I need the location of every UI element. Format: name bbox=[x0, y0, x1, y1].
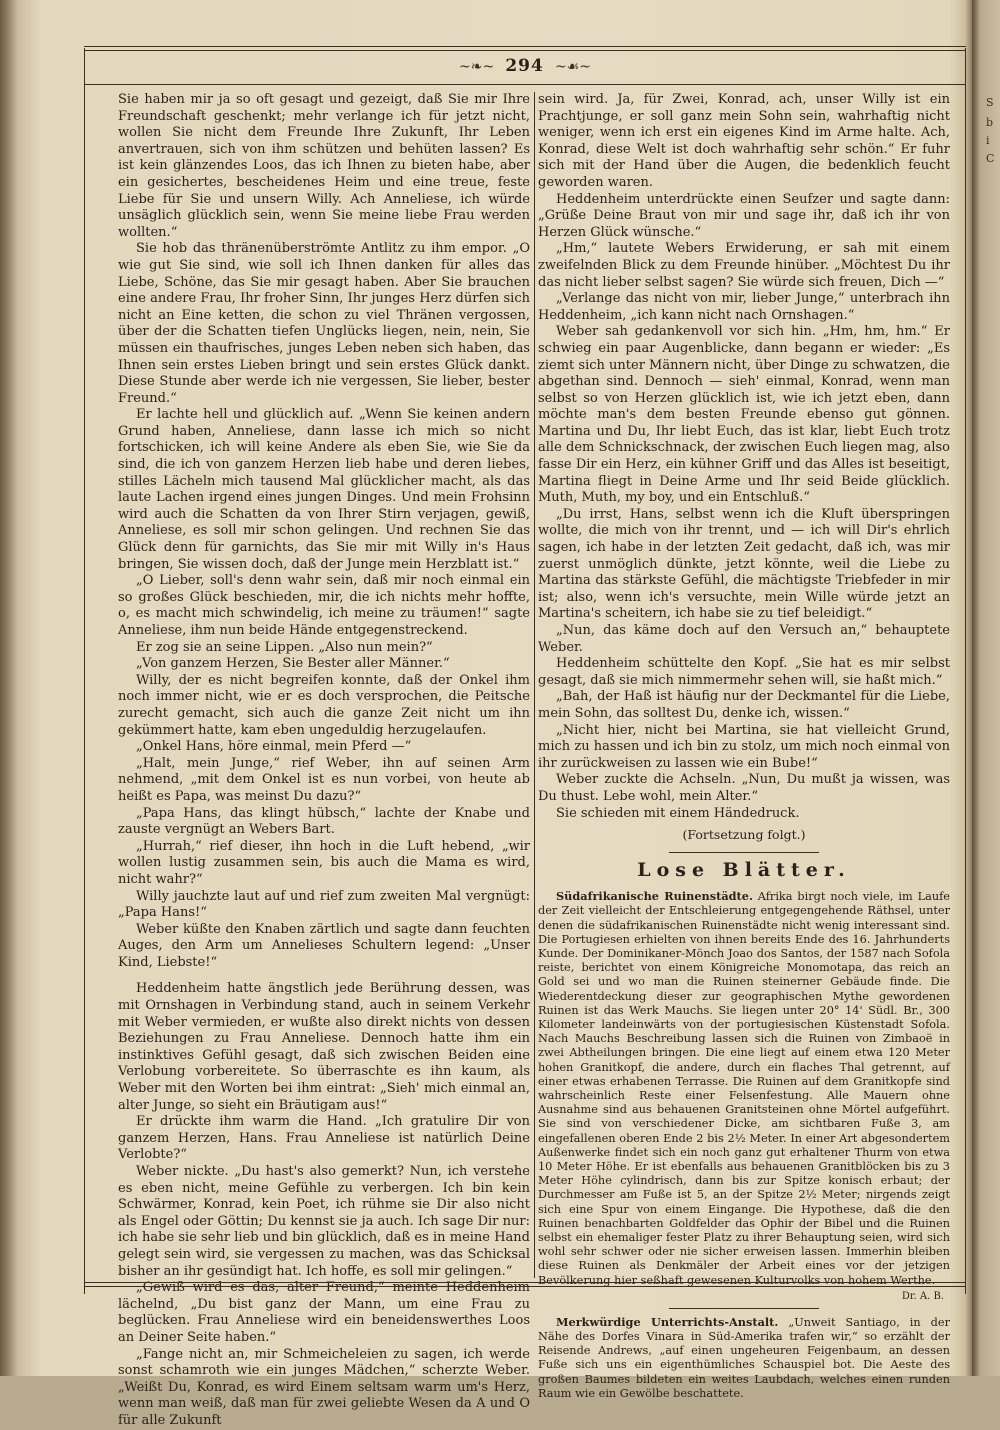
paragraph: „Du irrst, Hans, selbst wenn ich die Kluft überspringen wollte, die mich von ihr trennt, und — ich will Dir's ehrlich sagen, ich habe in der letzten Zeit gedacht, daß ich, was mir zuerst unmöglich dünkte, jetzt könnte, weil die Liebe zu Martina das stärkste Gefühl, die mächtigste Triebfeder in mir ist; also, wenn ich's versuchte, mein Wille würde jetzt an Martina's scheitern, ich habe sie zu tief beleidigt.“ bbox=[538, 506, 950, 622]
paragraph: Heddenheim unterdrückte einen Seufzer und sagte dann: „Grüße Deine Braut von mir und sage ihr, daß ich ihr von Herzen Glück wünsche.“ bbox=[538, 191, 950, 240]
column-divider bbox=[534, 92, 535, 1278]
paragraph: Willy jauchzte laut auf und rief zum zweiten Mal vergnügt: „Papa Hans!“ bbox=[118, 888, 530, 921]
paragraph: „Fange nicht an, mir Schmeicheleien zu sagen, ich werde sonst schamroth wie ein junges Mädchen,“ scherzte Weber. „Weißt Du, Konrad, es wird Einem seltsam warm um's Herz, wenn man weiß, daß man für zwei geliebte Wesen da A und O für alle Zukunft bbox=[118, 1346, 530, 1428]
paragraph: „Verlange das nicht von mir, lieber Junge,“ unterbrach ihn Heddenheim, „ich kann nicht nach Ornshagen.“ bbox=[538, 291, 950, 323]
paragraph: Heddenheim hatte ängstlich jede Berührung dessen, was mit Ornshagen in Verbindung stand, auch in seinem Verkehr mit Weber vermieden, er wußte also direkt nichts von dessen Beziehungen zu Frau Anneliese. Dennoch hatte ihm ein instinktives Gefühl gesagt, daß sich zwischen Beiden eine Verlobung vorbereitete. So überraschte es ihn kaum, als Weber mit den Worten bei ihm eintrat: „Sieh' mich einmal an, alter Junge, so sieht ein Bräutigam aus!“ bbox=[118, 981, 530, 1113]
ornament-left-icon: ~❧~ bbox=[459, 59, 495, 75]
paragraph: Weber küßte den Knaben zärtlich und sagte dann feuchten Auges, den Arm um Annelieses Schultern legend: „Unser Kind, Liebste!“ bbox=[118, 921, 530, 970]
paragraph: „Von ganzem Herzen, Sie Bester aller Männer.“ bbox=[136, 656, 450, 672]
edge-letter: C bbox=[986, 152, 995, 165]
article-ruinenstaedte bbox=[538, 889, 950, 1401]
paragraph: Weber nickte. „Du hast's also gemerkt? Nun, ich verstehe es eben nicht, meine Gefühle zu verbergen. Ich bin kein Schwärmer, Konrad, kein Poet, ich rühme sie Dir also nicht als Engel oder Göttin; Du kennst sie ja auch. Ich sage Dir nur: ich habe sie sehr lieb und bin glücklich, daß es in meine Hand gelegt sein wird, sie vergessen zu machen, was das Schicksal bisher an ihr gesündigt hat. Ich hoffe, es soll mir gelingen.“ bbox=[118, 1164, 530, 1279]
article-text: Afrika birgt noch viele, im Laufe der Zeit vielleicht der Entschleierung entgegengehende Räthsel, unter denen die südafrikanischen Ruinenstädte nicht wenig interessant sind. Die Portugiesen erhielten von ihnen bereits Ende des 16. Jahrhunderts Kunde. Der Dominikaner-Mönch Joao dos Santos, der 1587 nach Sofola reiste, berichtet von einem Königreiche Monomotapa, das reich an Gold sei und wo man die Ruinen steinerner Gebäude finde. Die Wiederentdeckung dieser zur geographischen Mythe gewordenen Ruinen ist das Werk Mauchs. Sie liegen unter 20° 14' Südl. Br., 300 Kilometer landeinwärts von der portugiesischen Küstenstadt Sofola. Nach Mauchs Beschreibung lassen sich die Ruinen von Zimbaoë in zwei Abtheilungen bringen. Die eine liegt auf einem etwa 120 Meter hohen Granitkopf, die andere, durch ein flaches Thal getrennt, auf einer etwas erhabenen Terrasse. Die Ruinen auf dem Granitkopfe sind wahrscheinlich Reste einer Felsenfestung. Alle Mauern ohne Ausnahme sind aus behauenen Granitsteinen ohne Mörtel aufgeführt. Sie sind von verschiedener Dicke, am sichtbaren Fuße 3, am eingefallenen oberen Ende 2 bis 2½ Meter. In einer Art abgesondertem Außenwerke findet sich ein noch ganz gut erhaltener Thurm von etwa 10 Meter Höhe. Er ist ebenfalls aus behauenen Granitblöcken bis zu 3 Meter Höhe cylindrisch, dann bis zur Spitze konisch erbaut; der Durchmesser am Fuße ist 5, an der Spitze 2½ Meter; nirgends zeigt sich eine Spur von einem Eingange. Die Hypothese, daß die den Ruinen benachbarten Goldfelder das Ophir der Bibel und die Ruinen selbst ein ehemaliger fester Platz zu ihrer Behauptung seien, wird sich wohl sehr schwer oder nie sicher erweisen lassen. Immerhin bleiben diese Ruinen als Denkmäler der Arbeit eines vor der jetzigen Bevölkerung hier seßhaft gewesenen Kulturvolks von hohem Werthe. bbox=[538, 890, 950, 1287]
article-lead: Südafrikanische Ruinenstädte. bbox=[556, 889, 753, 904]
section-title: Lose Blätter. bbox=[637, 859, 851, 882]
bottom-border-inner bbox=[84, 1282, 966, 1283]
edge-letter: S bbox=[986, 96, 994, 109]
divider bbox=[669, 1308, 819, 1309]
paragraph: Sie hob das thränenüberströmte Antlitz zu ihm empor. „O wie gut Sie sind, wie soll ich Ihnen danken für alles das Liebe, Schöne, das Sie mir gesagt haben. Aber Sie brauchen eine andere Frau, Ihr froher Sinn, Ihr junges Herz dürfen sich nicht an Eine ketten, die schon zu viel Thränen vergossen, über der die Schatten tiefen Unglücks liegen, nein, nein, Sie müssen ein thaufrisches, junges Leben neben sich haben, das Ihnen sein erstes Lieben bringt und sein erstes Glück dankt. Diese Stunde aber werde ich nie vergessen, Sie lieber, bester Freund.“ bbox=[118, 241, 530, 406]
divider bbox=[669, 852, 819, 853]
paragraph: Heddenheim schüttelte den Kopf. „Sie hat es mir selbst gesagt, daß sie mich nimmermehr sehen will, sie haßt mich.“ bbox=[538, 656, 950, 688]
paragraph: Weber zuckte die Achseln. „Nun, Du mußt ja wissen, was Du thust. Lebe wohl, mein Alter.“ bbox=[538, 772, 950, 804]
ornament-right-icon: ~☙~ bbox=[554, 59, 591, 75]
continuation-note: (Fortsetzung folgt.) bbox=[682, 827, 806, 843]
left-column bbox=[118, 92, 530, 1430]
left-frame bbox=[84, 48, 85, 1294]
paragraph: „Nicht hier, nicht bei Martina, sie hat vielleicht Grund, mich zu hassen und ich bin zu stolz, um mich noch einmal von ihr zurückweisen zu lassen wie ein Bube!“ bbox=[538, 722, 950, 771]
newspaper-page bbox=[84, 40, 966, 1428]
paragraph: „Hm,“ lautete Webers Erwiderung, er sah mit einem zweifelnden Blick zu dem Freunde hinüber. „Möchtest Du ihr das nicht lieber selbst sagen? Sie würde sich freuen, Dich —“ bbox=[538, 241, 950, 290]
paragraph: „Gewiß wird es das, alter Freund,“ meinte Heddenheim lächelnd, „Du bist ganz der Mann, um eine Frau zu beglücken. Frau Anneliese wird ein beneidenswerthes Loos an Deiner Seite haben.“ bbox=[118, 1280, 530, 1345]
paragraph: Willy, der es nicht begreifen konnte, daß der Onkel ihm noch immer nicht, wie er es doch versprochen, die Peitsche zurecht gemacht, sich auch die ganze Zeit nicht um ihn gekümmert hatte, kam eben ungeduldig herzugelaufen. bbox=[118, 672, 530, 738]
paragraph: „Bah, der Haß ist häufig nur der Deckmantel für die Liebe, mein Sohn, das solltest Du, denke ich, wissen.“ bbox=[538, 689, 950, 721]
article-lead: Merkwürdige Unterrichts-Anstalt. bbox=[556, 1314, 779, 1329]
paragraph: „Halt, mein Junge,“ rief Weber, ihn auf seinen Arm nehmend, „mit dem Onkel ist es nun vorbei, von heute ab heißt es Papa, was meinst Du dazu?“ bbox=[118, 755, 530, 804]
article-text: „Unweit Santiago, in der Nähe des Dorfes Vinara in Süd-Amerika trafen wir,“ so erzählt der Reisende Andrews, „auf einen ungeheuren Feigenbaum, an dessen Fuße sich uns ein eigenthümliches Schauspiel bot. Die Aeste des großen Baumes bildeten ein weites Laubdach, welches einen runden Raum wie ein Gewölbe beschattete. bbox=[538, 1315, 951, 1400]
edge-letter: i bbox=[986, 134, 990, 147]
edge-letter: b bbox=[986, 116, 994, 129]
paragraph: sein wird. Ja, für Zwei, Konrad, ach, unser Willy ist ein Prachtjunge, er soll ganz mein Sohn sein, wahrhaftig nicht weniger, wenn ich erst ein eigenes Kind im Arme halte. Ach, Konrad, diese Welt ist doch wahrhaftig sehr schön.“ Er fuhr sich mit der Hand über die Augen, die bedenklich feucht geworden waren. bbox=[538, 92, 950, 190]
paragraph: „Nun, das käme doch auf den Versuch an,“ behauptete Weber. bbox=[538, 623, 950, 655]
section-break bbox=[118, 971, 530, 981]
paragraph: Sie schieden mit einem Händedruck. bbox=[556, 805, 800, 821]
top-border bbox=[84, 46, 966, 47]
page-header bbox=[84, 56, 966, 76]
paragraph: Er drückte ihm warm die Hand. „Ich gratulire Dir von ganzem Herzen, Hans. Frau Anneliese ist natürlich Deine Verlobte?“ bbox=[118, 1114, 530, 1163]
article-author: Dr. A. B. bbox=[901, 1290, 944, 1302]
paragraph: Er zog sie an seine Lippen. „Also nun mein?“ bbox=[136, 639, 433, 655]
paragraph: Er lachte hell und glücklich auf. „Wenn Sie keinen andern Grund haben, Anneliese, dann lasse ich mich so nicht fortschicken, ich will keine Andere als eben Sie, wie Sie da sind, die ich von ganzem Herzen lieb habe und deren liebes, stilles Lächeln mich tausend Mal glücklicher macht, als das laute Lachen irgend eines jungen Dinges. Und mein Frohsinn wird auch die Schatten da von Ihrer Stirn verjagen, gewiß, Anneliese, es soll mir schon gelingen. Und rechnen Sie das Glück denn für garnichts, das Sie mir mit Willy in's Haus bringen, Sie wissen doch, daß der Junge mein Herzblatt ist.“ bbox=[118, 407, 530, 572]
paragraph: Weber sah gedankenvoll vor sich hin. „Hm, hm, hm.“ Er schwieg ein paar Augenblicke, dann begann er wieder: „Es ziemt sich unter Männern nicht, über Dinge zu schwatzen, die abgethan sind. Dennoch — sieh' einmal, Konrad, wenn man selbst so von Herzen glücklich ist, wie ich jetzt eben, dann möchte man's dem besten Freunde ebenso gut gönnen. Martina und Du, Ihr liebt Euch, das ist klar, liebt Euch trotz alle dem Schnickschnack, der zwischen Euch liegen mag, also fasse Dir ein Herz, ein kühner Griff und das Alles ist beseitigt, Martina fliegt in Deine Arme und Ihr seid Beide glücklich. Muth, Muth, my boy, und ein Entschluß.“ bbox=[538, 324, 950, 506]
paragraph: Sie haben mir ja so oft gesagt und gezeigt, daß Sie mir Ihre Freundschaft geschenkt; mehr verlange ich für jetzt nicht, wollen Sie nicht dem Freunde Ihre Zukunft, Ihr Leben anvertrauen, sich von ihm schützen und behüten lassen? Es ist kein glänzendes Loos, das ich Ihnen zu bieten habe, aber ein gesichertes, bescheidenes Heim und eine treue, feste Liebe für Sie und unsern Willy. Ach Anneliese, ich würde unsäglich glücklich sein, wenn Sie meine liebe Frau werden wollten.“ bbox=[118, 92, 530, 240]
top-border-inner bbox=[84, 50, 966, 51]
bottom-border bbox=[84, 1286, 966, 1287]
page-number: 294 bbox=[505, 56, 544, 76]
paragraph: „O Lieber, soll's denn wahr sein, daß mir noch einmal ein so großes Glück beschieden, mir, die ich nichts mehr hoffte, o, es macht mich schwindelig, ich meine zu träumen!“ sagte Anneliese, ihm nun beide Hände entgegenstreckend. bbox=[118, 573, 530, 638]
paragraph: „Papa Hans, das klingt hübsch,“ lachte der Knabe und zauste vergnügt an Webers Bart. bbox=[118, 805, 530, 838]
right-column bbox=[538, 92, 950, 1401]
right-frame bbox=[965, 48, 966, 1294]
header-rule bbox=[84, 84, 966, 85]
paragraph: „Onkel Hans, höre einmal, mein Pferd —“ bbox=[136, 739, 412, 755]
next-page-edge bbox=[972, 0, 1000, 1376]
paragraph: „Hurrah,“ rief dieser, ihn hoch in die Luft hebend, „wir wollen lustig zusammen sein, bis auch die Mama es wird, nicht wahr?“ bbox=[118, 838, 530, 887]
